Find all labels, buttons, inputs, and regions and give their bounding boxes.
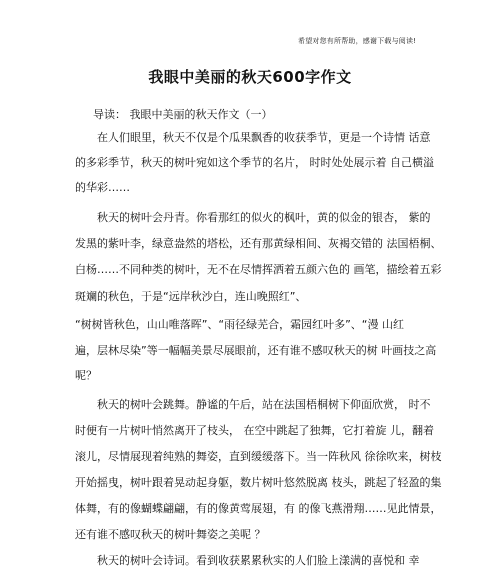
paragraph-line: 开始摇曳，树叶跟着晃动起身躯，数片树叶悠然脱离 枝头，跳起了轻盈的集 [75,476,442,489]
paragraph-line: 滚儿，尽情展现着纯熟的舞姿，直到缓缓落下。当一阵秋风 徐徐吹来，树枝 [75,450,442,463]
subtitle: 导读： 我眼中美丽的秋天作文（一） [93,108,273,121]
paragraph-line: “树树皆秋色，山山唯落晖”、“雨径绿芜合，霜园红叶多”、“漫 山红 [75,318,404,331]
page-title: 我眼中美丽的秋天600字作文 [148,68,352,86]
paragraph-line: 时便有一片树叶悄然离开了枝头， 在空中跳起了独舞，它打着旋 儿，翻着 [75,424,434,437]
paragraph-line: 的多彩季节，秋天的树叶宛如这个季节的名片， 时时处处展示着 自己横溢 [75,156,434,169]
paragraph-line: 秋天的树叶会跳舞。静谧的午后，站在法国梧桐树下仰面欣赏， 时不 [97,398,431,411]
paragraph-line: 呢？ [75,369,97,382]
paragraph-line: 还有谁不感叹秋天的树叶舞姿之美呢 ？ [75,528,266,541]
paragraph-line: 秋天的树叶会丹青。你看那红的似火的枫叶，黄的似金的银杏， 紫的 [97,211,431,224]
paragraph-line: 秋天的树叶会诗词。看到收获累累秋实的人们脸上漾满的喜悦和 幸 [97,554,420,567]
paragraph-line: 白杨……不同种类的树叶，无不在尽情挥洒着五颜六色的 画笔，描绘着五彩 [75,263,442,276]
header-note: 希望对您有所帮助，感谢下载与阅读! [298,37,417,45]
paragraph-line: 在人们眼里，秋天不仅是个瓜果飘香的收获季节，更是一个诗情 话意 [97,131,431,144]
paragraph-line: 斑斓的秋色，于是“远岸秋沙白，连山晚照红”、 [75,290,307,303]
paragraph-line: 发黑的紫叶李，绿意盎然的塔松，还有那黄绿相间、灰褐交错的 法国梧桐、 [75,237,442,250]
paragraph-line: 的华彩…… [75,181,130,194]
paragraph-line: 遍，层林尽染”等一幅幅美景尽展眼前，还有谁不感叹秋天的树 叶画技之高 [75,344,437,357]
paragraph-line: 体舞，有的像蝴蝶翩翩，有的像黄莺展翅，有 的像飞燕滑翔……见此情景， [75,502,442,515]
